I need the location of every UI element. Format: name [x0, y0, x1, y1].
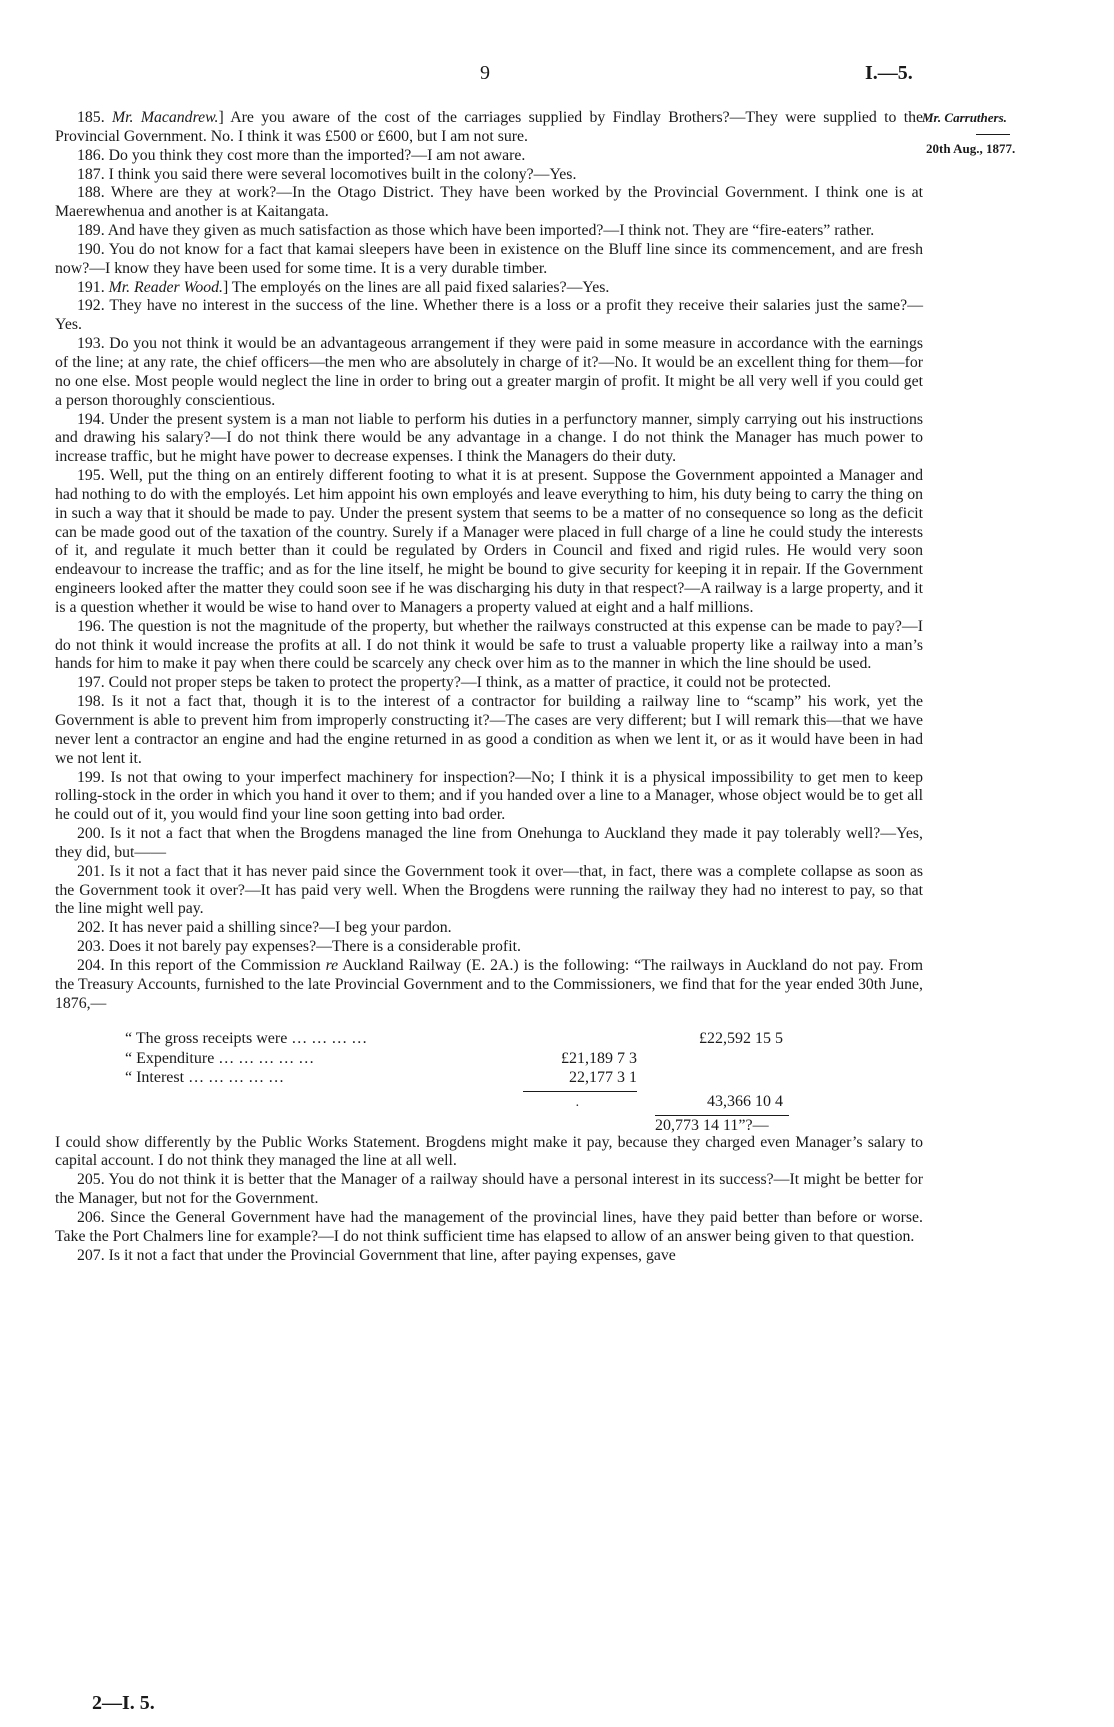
margin-witness-name: Mr. Carruthers. [922, 110, 1007, 125]
margin-note [922, 108, 1042, 159]
question-186: 186. Do you think they cost more than the imported?—I am not aware. [77, 146, 526, 164]
question-199: 199. Is not that owing to your imperfect machinery for inspection?—No; I think it is a physical impossibility to get men to keep rolling-stock in the order in which you hand it over to them; and if you handed over a line to a Manager, whose object would be to get all he could out of it, you would find your line soon getting into bad order. [55, 768, 923, 824]
table-row [55, 1117, 923, 1137]
speaker-name: Mr. Macandrew. [111, 109, 219, 126]
question-192: 192. They have no interest in the success of the line. Whether there is a loss or a profit they receive their salaries just the same?—Yes. [55, 297, 923, 334]
question-195: 195. Well, put the thing on an entirely different footing to what it is at present. Suppose the Government appointed a Manager and had nothing to do with the employés. Let him appoint his own employés and leave everything to him, his duty being to carry the thing on in such a way that it should be made to pay. Under the present system that seems to be a matter of no consequence so long as the deficit can be made good out of the taxation of the country. Surely if a Manager were placed in full charge of a line he could study the interests of it, and regulate it much better than it could be regulated by Orders in Council and fixed and rigid rules. He would very soon endeavour to increase the traffic; and as for the line itself, he might be bound to give security for keeping it in repair. If the Government engineers looked after the matter they could soon see if he was discharging his duty in that respect?—A railway is a large property, and it is a question whether it would be wise to hand over to Managers a property valued at eight and a half millions. [55, 467, 923, 616]
row-label: “ Expenditure … … … … … [125, 1049, 315, 1067]
margin-date: 20th Aug., 1877. [926, 141, 1016, 156]
question-191: 191. Mr. Reader Wood.] The employés on the lines are all paid fixed salaries?—Yes. [77, 278, 610, 296]
question-201: 201. Is it not a fact that it has never paid since the Government took it over—that, in fact, there was a complete collapse as soon as the Government took it over?—It has paid very well. When the Brogdens were running the railway they had no interest to pay, so that the line might well pay. [55, 862, 923, 918]
row-amount: 22,177 3 1 [569, 1068, 637, 1086]
question-200: 200. Is it not a fact that when the Brogdens managed the line from Onehunga to Auckland they made it pay tolerably well?—Yes, they did, but—— [55, 825, 923, 861]
page-number: 9 [480, 62, 490, 84]
question-194: 194. Under the present system is a man not liable to perform his duties in a perfunctory manner, simply carrying out his instructions and drawing his salary?—I do not think there would be any advantage in a change. I do not think the Manager has much power to increase traffic, but he might have power to decrease expenses. I think the Managers do their duty. [55, 410, 923, 466]
question-202: 202. It has never paid a shilling since?—I beg your pardon. [77, 919, 452, 937]
net-deficit-amount: 20,773 14 11”?— [655, 1116, 769, 1134]
margin-rule [976, 134, 1010, 135]
accounts-table [55, 1014, 923, 1134]
row-label: “ Interest … … … … … [125, 1068, 285, 1086]
decorative-dot: · [575, 1098, 580, 1114]
table-row [55, 1093, 923, 1113]
question-196: 196. The question is not the magnitude of the property, but whether the railways constructed at this expense can be made to pay?—I do not think it would increase the profits at all. I do not think it would be safe to trust a valuable property like a railway into a man’s hands for him to make it pay when there could be scarcely any check over him as to the manner in which the line should be used. [55, 617, 923, 673]
table-row [55, 1069, 923, 1089]
row-label: “ The gross receipts were … … … … [125, 1029, 368, 1047]
question-187: 187. I think you said there were several locomotives built in the colony?—Yes. [77, 165, 577, 183]
row-amount: £21,189 7 3 [561, 1049, 637, 1067]
subtotal-amount: 43,366 10 4 [707, 1092, 783, 1110]
question-205: 205. You do not think it is better that the Manager of a railway should have a personal interest in its success?—It might be better for the Manager, but not for the Government. [55, 1171, 923, 1208]
question-189: 189. And have they given as much satisfaction as those which have been imported?—I think not. They are “fire-eaters” rather. [77, 222, 875, 240]
question-197: 197. Could not proper steps be taken to protect the property?—I think, as a matter of practice, it could not be protected. [77, 674, 832, 692]
sum-rule [655, 1115, 789, 1116]
question-207: 207. Is it not a fact that under the Provincial Government that line, after paying expenses, gave [77, 1246, 676, 1264]
question-198: 198. Is it not a fact that, though it is to the interest of a contractor for building a railway line to “scamp” his work, yet the Government is able to prevent him from improperly constructing it?—The cases are very different; but I will remark this—that we have never lent a contractor an engine and had the engine returned in as good a condition as when we lent it, or as it would have been in had we not lent it. [55, 693, 923, 767]
signature-mark: 2—I. 5. [92, 1692, 155, 1714]
speaker-name: Mr. Reader Wood. [108, 278, 223, 296]
question-188: 188. Where are they at work?—In the Otago District. They have been worked by the Provincial Government. I think one is at Maerewhenua and another is at Kaitangata. [55, 184, 923, 221]
question-185: 185. Mr. Macandrew.] Are you aware of the cost of the carriages supplied by Findlay Brothers?—They were supplied to the Provincial Government. No. I think it was £500 or £600, but I am not sure. [55, 109, 924, 145]
document-reference: I.—5. [865, 62, 913, 84]
evidence-text [55, 109, 923, 1265]
sum-rule [523, 1091, 637, 1092]
question-203: 203. Does it not barely pay expenses?—There is a considerable profit. [77, 938, 521, 956]
question-204: 204. In this report of the Commission re Auckland Railway (E. 2A.) is the following: “The railways in Auckland do not pay. From the Treasury Accounts, furnished to the late Provincial Government and to the Commissioners, we find that for the year ended 30th June, 1876,— [55, 956, 924, 1012]
answer-204-continued: I could show differently by the Public Works Statement. Brogdens might make it pay, because they charged even Manager’s salary to capital account. I do not think they managed the line at all well. [55, 1133, 923, 1170]
table-row [55, 1050, 923, 1070]
question-206: 206. Since the General Government have had the management of the provincial lines, have they paid better than before or worse. Take the Port Chalmers line for example?—I do not think sufficient time has elapsed to allow of an answer being given to that question. [55, 1208, 923, 1245]
table-row [55, 1030, 923, 1050]
row-total: £22,592 15 5 [699, 1029, 783, 1047]
question-193: 193. Do you not think it would be an advantageous arrangement if they were paid in some measure in accordance with the earnings of the line; at any rate, the chief officers—the men who are absolutely in charge of it?—No. It would be an excellent thing for them—for no one else. Most people would neglect the line in order to bring out a greater margin of profit. It might be all very well if you could get a person thoroughly conscientious. [55, 335, 923, 409]
question-190: 190. You do not know for a fact that kamai sleepers have been in existence on the Bluff line since its commencement, and are fresh now?—I know they have been used for some time. It is a very durable timber. [55, 240, 923, 277]
